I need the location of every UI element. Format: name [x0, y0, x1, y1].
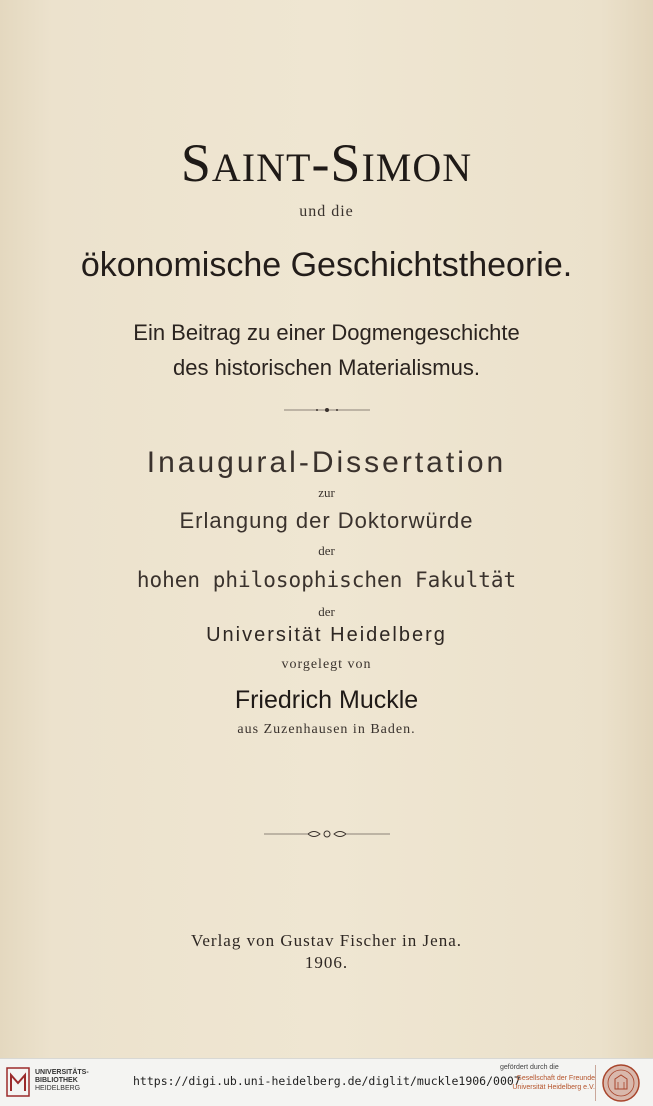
title-connector: und die — [299, 203, 354, 220]
viewer-footer — [0, 1058, 653, 1106]
sponsor-credit[interactable]: gefördert durch die Gesellschaft der Freunde Universität Heidelberg e.V. — [500, 1064, 595, 1091]
subtitle-line-1: Ein Beitrag zu einer Dogmengeschichte — [133, 320, 520, 345]
university-seal-icon[interactable] — [601, 1063, 641, 1103]
footer-divider — [595, 1065, 596, 1101]
zur-text: zur — [318, 485, 335, 500]
publisher-text: Verlag von Gustav Fischer in Jena. — [190, 931, 462, 950]
subtitle: ökonomische Geschichtstheorie. — [80, 246, 573, 284]
der-text-1: der — [318, 543, 335, 558]
library-name: UNIVERSITÄTS- BIBLIOTHEK HEIDELBERG — [35, 1069, 89, 1092]
university-text: Universität Heidelberg — [206, 624, 447, 646]
der-text-2: der — [318, 604, 335, 619]
ornament-divider-top — [0, 403, 653, 417]
book-title: SAINT-SIMON — [180, 133, 473, 193]
ornament-divider-bottom — [0, 826, 653, 842]
university-library-logo-icon[interactable] — [6, 1067, 30, 1097]
degree-text: Erlangung der Doktorwürde — [179, 508, 474, 533]
subtitle-line-2: des historischen Materialismus. — [173, 355, 480, 380]
publication-year: 1906. — [304, 953, 349, 972]
author-origin: aus Zuzenhausen in Baden. — [237, 722, 416, 737]
presented-by-text: vorgelegt von — [281, 657, 372, 672]
author-name: Friedrich Muckle — [234, 686, 419, 714]
dissertation-heading: Inaugural-Dissertation — [146, 446, 507, 479]
permalink-url[interactable]: https://digi.ub.uni-heidelberg.de/diglit/muckle1906/0007 — [133, 1074, 521, 1088]
faculty-text: hohen philosophischen Fakultät — [136, 568, 517, 592]
